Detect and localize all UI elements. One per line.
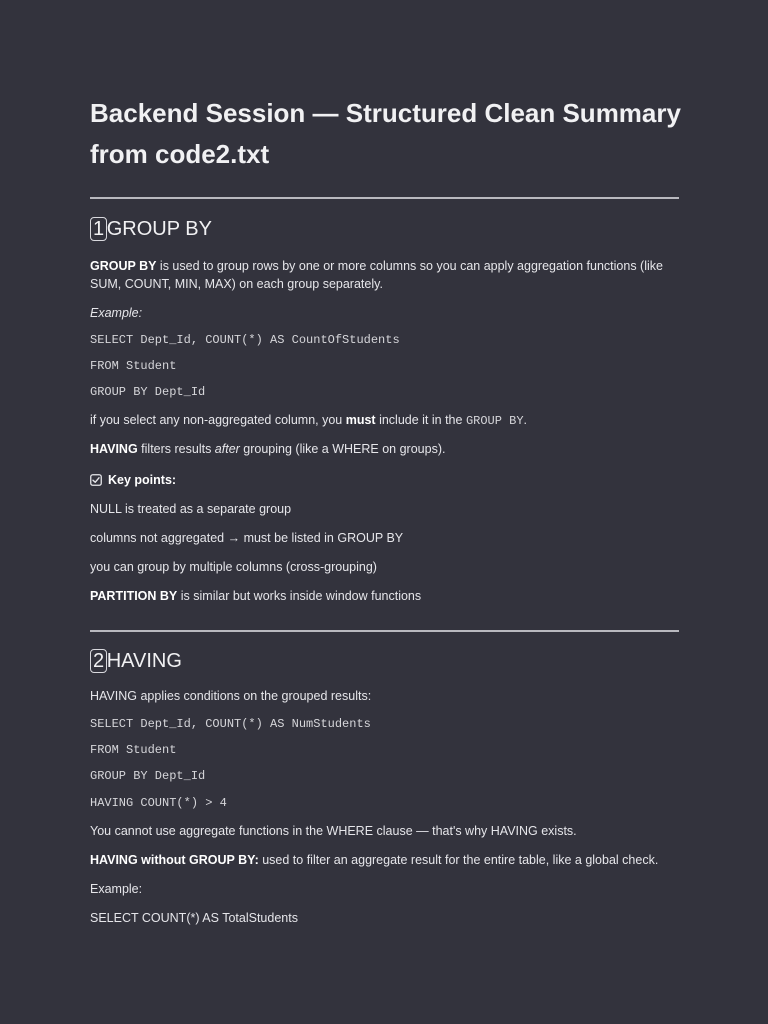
having-note-line: HAVING filters results after grouping (like a WHERE on groups). [90, 442, 446, 456]
key-point-item: you can group by multiple columns (cross-grouping) [90, 560, 377, 574]
section-heading-text: GROUP BY [106, 218, 212, 240]
code-line: HAVING COUNT(*) > 4 [90, 796, 227, 810]
group-by-intro-line-1: GROUP BY is used to group rows by one or more columns so you can apply aggregation functions (like [90, 259, 663, 273]
section-heading-having [90, 648, 182, 674]
divider [90, 630, 679, 632]
having-without-group-by: HAVING without GROUP BY: used to filter an aggregate result for the entire table, like a global check. [90, 853, 659, 867]
number-2-keycap-icon: 2 [90, 649, 107, 673]
rule-line: if you select any non-aggregated column, you must include it in the GROUP BY. [90, 413, 528, 428]
document-title: Backend Session — Structured Clean Summary from code2.txt [90, 98, 681, 169]
key-point-item: PARTITION BY is similar but works inside window functions [90, 589, 422, 603]
number-1-keycap-icon: 1 [90, 217, 107, 241]
code-line: GROUP BY Dept_Id [90, 769, 206, 783]
key-points-heading: Key points: [90, 471, 176, 489]
having-intro: HAVING applies conditions on the grouped results: [90, 689, 372, 703]
group-by-intro-line-2: SUM, COUNT, MIN, MAX) on each group separately. [90, 277, 383, 291]
example-line: SELECT COUNT(*) AS TotalStudents [90, 911, 298, 925]
example-label: Example: [90, 882, 143, 896]
section-heading-text: HAVING [106, 650, 182, 672]
code-line: SELECT Dept_Id, COUNT(*) AS NumStudents [90, 717, 371, 731]
code-line: FROM Student [90, 359, 177, 373]
code-line: GROUP BY Dept_Id [90, 385, 206, 399]
key-point-item: NULL is treated as a separate group [90, 502, 292, 516]
code-line: SELECT Dept_Id, COUNT(*) AS CountOfStudents [90, 333, 400, 347]
checkbox-icon [90, 474, 102, 486]
code-line: FROM Student [90, 743, 177, 757]
section-heading-group-by [90, 216, 212, 242]
where-clause-note: You cannot use aggregate functions in the WHERE clause — that's why HAVING exists. [90, 824, 577, 838]
key-point-item: columns not aggregated → must be listed in GROUP BY [90, 531, 404, 545]
example-label: Example: [90, 306, 143, 320]
divider [90, 197, 679, 199]
